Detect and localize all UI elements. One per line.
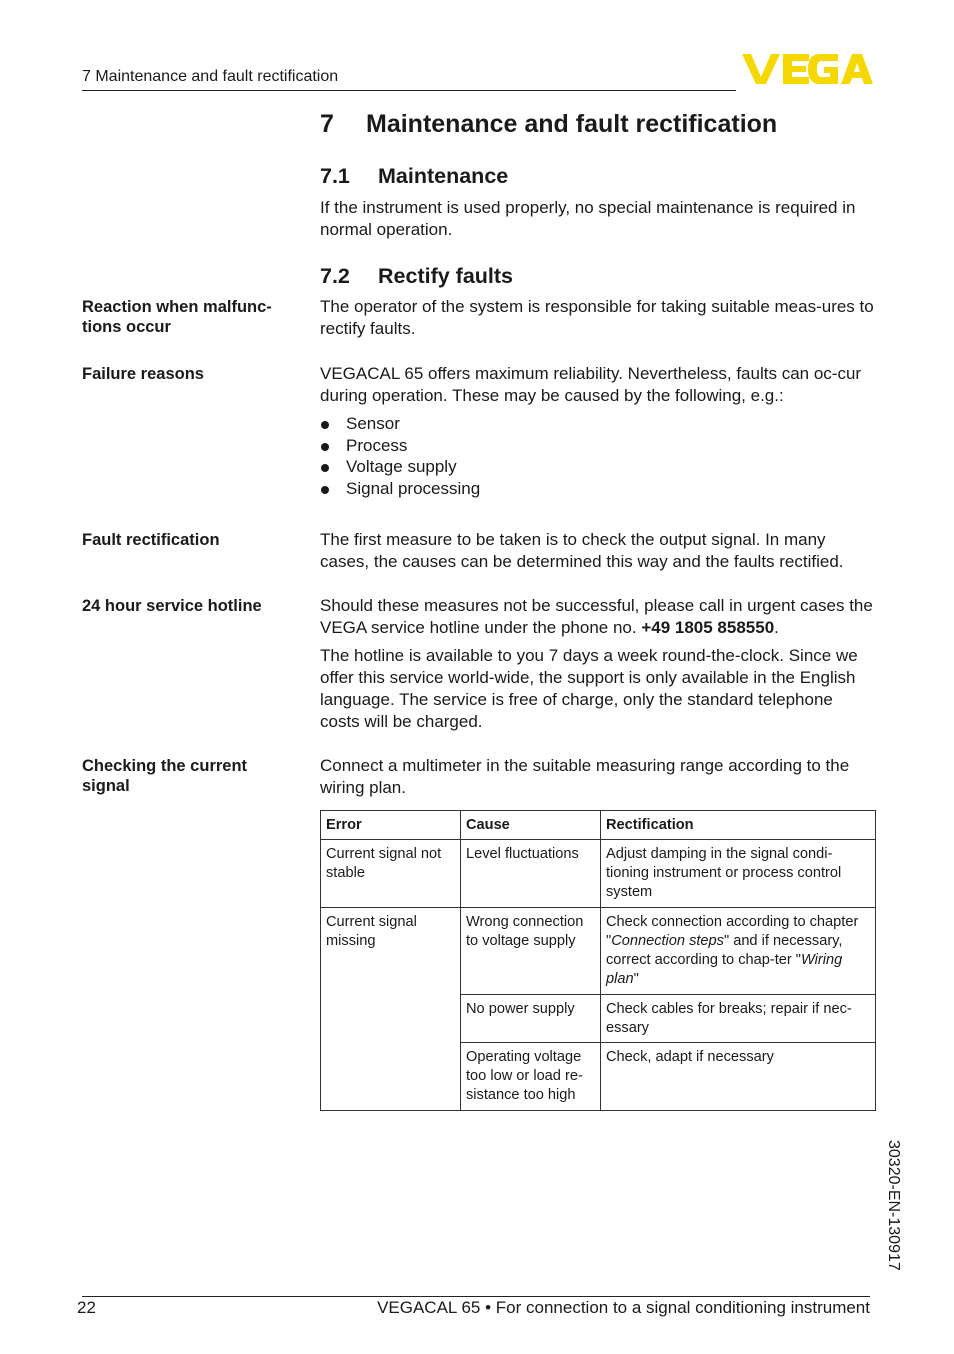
footer-title: VEGACAL 65 • For connection to a signal conditioning instrument <box>377 1298 870 1317</box>
table-cell-rectification: Adjust damping in the signal condi-tioning instrument or process control system <box>601 840 876 908</box>
column-header-cause: Cause <box>461 811 601 840</box>
header-rule <box>82 90 736 91</box>
table-cell-error: Current signal not stable <box>321 840 461 908</box>
table-cell-cause: Wrong connection to voltage supply <box>461 908 601 995</box>
maintenance-text: If the instrument is used properly, no special maintenance is required in normal operation. <box>320 198 856 239</box>
reaction-text: The operator of the system is responsible for taking suitable meas-ures to rectify faults. <box>320 297 874 338</box>
chapter-reference: Connection steps <box>611 933 724 949</box>
hotline-label: 24 hour service hotline <box>82 597 262 615</box>
section-title: Rectify faults <box>378 264 514 288</box>
fault-table <box>320 810 876 1111</box>
page-number: 22 <box>77 1298 96 1317</box>
footer-rule <box>82 1296 870 1297</box>
table-row <box>321 908 876 995</box>
section-heading-maintenance <box>320 164 508 189</box>
table-cell-rectification <box>601 908 876 995</box>
section-number: 7.1 <box>320 164 350 188</box>
fault-rectification-text: The first measure to be taken is to check the output signal. In many cases, the causes can be determined this way and the faults rectified. <box>320 530 844 571</box>
failure-reasons-list <box>320 413 480 500</box>
running-head: 7 Maintenance and fault rectification <box>82 68 339 85</box>
rectification-text: Check connection according to chapter " <box>606 914 859 949</box>
hotline-phone: +49 1805 858550 <box>641 618 775 637</box>
section-title: Maintenance <box>378 164 509 188</box>
reaction-label: Reaction when malfunc-tions occur <box>82 298 272 336</box>
table-cell-cause: Operating voltage too low or load re-sistance too high <box>461 1043 601 1111</box>
hotline-text-after: . <box>774 618 779 637</box>
list-item: Signal processing <box>320 478 480 500</box>
table-cell-error: Current signal missing <box>321 908 461 1111</box>
fault-rectification-label: Fault rectification <box>82 531 220 549</box>
document-code: 30320-EN-130917 <box>885 1140 902 1271</box>
failure-reasons-label: Failure reasons <box>82 365 204 383</box>
chapter-number: 7 <box>320 110 334 138</box>
list-item: Process <box>320 435 480 457</box>
chapter-heading <box>320 110 777 139</box>
table-row <box>321 840 876 908</box>
table-cell-rectification: Check cables for breaks; repair if nec-essary <box>601 995 876 1043</box>
table-cell-cause: Level fluctuations <box>461 840 601 908</box>
current-signal-label: Checking the current signal <box>82 757 248 795</box>
list-item: Voltage supply <box>320 456 480 478</box>
rectification-text: " <box>633 971 639 987</box>
chapter-title: Maintenance and fault rectification <box>366 110 778 138</box>
hotline-availability-text: The hotline is available to you 7 days a week round-the-clock. Since we offer this service world-wide, the support is only available in the English language. The service is free of charge, only the standard telephone costs will be charged. <box>320 646 858 731</box>
hotline-text-before: Should these measures not be successful, please call in urgent cases the VEGA service hotline under the phone no. <box>320 596 873 637</box>
chapter-reference: Wiring plan <box>606 952 843 987</box>
vega-logo <box>740 52 874 91</box>
table-cell-rectification: Check, adapt if necessary <box>601 1043 876 1111</box>
rectification-text: " and if necessary, correct according to chap-ter " <box>606 933 843 968</box>
section-heading-rectify-faults <box>320 264 513 289</box>
table-header-row <box>321 811 876 840</box>
list-item: Sensor <box>320 413 480 435</box>
failure-reasons-text: VEGACAL 65 offers maximum reliability. Nevertheless, faults can oc-cur during operation. These may be caused by the following, e.g.: <box>320 364 862 405</box>
hotline-text <box>320 595 876 639</box>
column-header-rectification: Rectification <box>601 811 876 840</box>
table-cell-cause: No power supply <box>461 995 601 1043</box>
column-header-error: Error <box>321 811 461 840</box>
section-number: 7.2 <box>320 264 350 288</box>
current-signal-text: Connect a multimeter in the suitable measuring range according to the wiring plan. <box>320 756 850 797</box>
